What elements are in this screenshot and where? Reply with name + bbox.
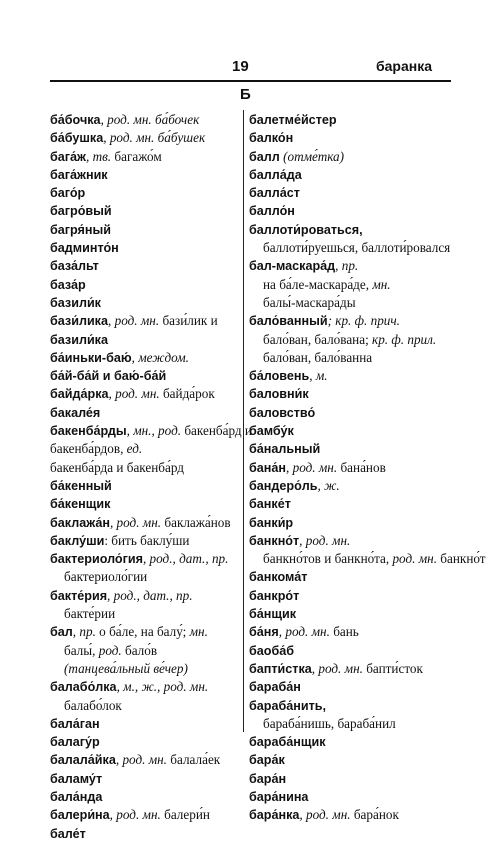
entry-line: балери́на, род. мн. балери́н [50, 807, 210, 823]
entry-line-cont: бакенба́рдов, ед. [50, 441, 143, 457]
entry-line: балетме́йстер [249, 113, 337, 127]
entry-line: банкро́т [249, 588, 300, 603]
entry-line: бала́ган [50, 716, 100, 731]
entry-line: бадминто́н [50, 241, 119, 256]
entry-line-cont: бало́ван, бало́ванна [263, 349, 373, 365]
left-column [50, 111, 252, 843]
entry-line: балабо́лка, м., ж., род. мн. [50, 679, 209, 695]
entry-line: балала́йка, род. мн. балала́ек [50, 752, 221, 768]
entry-line-cont: бараба́нишь, бараба́нил [263, 715, 396, 731]
entry-line: база́р [50, 277, 86, 292]
entry-line: балл (отме́тка) [249, 148, 345, 164]
entry-line: ба́нщик [249, 607, 297, 622]
entry-line: бал-маскара́д, пр. [249, 258, 359, 274]
entry-line: бапти́стка, род. мн. бапти́сток [249, 660, 423, 676]
entry-line: багря́ный [50, 222, 112, 237]
entry-line: баоба́б [249, 643, 295, 658]
entry-line: ба́бушка, род. мн. ба́бушек [50, 130, 206, 146]
entry-line-cont: (танцева́льный ве́чер) [64, 660, 188, 676]
entry-line-cont: бало́ван, бало́вана; кр. ф. прил. [263, 331, 437, 347]
entry-line: баловни́к [249, 387, 309, 402]
entry-line: бараба́нщик [249, 735, 326, 750]
section-letter: Б [240, 86, 251, 103]
entry-line: бале́т [50, 826, 86, 841]
entry-line: бактериоло́гия, род., дат., пр. [50, 551, 229, 567]
entry-line: бакале́я [50, 405, 101, 420]
entry-line-cont: бакенба́рда и бакенба́рд [50, 459, 184, 475]
entry-line-cont: бакте́рии [64, 606, 116, 622]
entry-line: ба́иньки-баю́, междом. [50, 349, 189, 365]
entry-line: баллоти́роваться, [249, 222, 363, 237]
entry-line: банкома́т [249, 570, 308, 585]
entry-line: баловство́ [249, 405, 316, 420]
entry-line: баламу́т [50, 771, 103, 786]
entry-line: бакенба́рды, мн., род. бакенба́рд и [50, 423, 252, 439]
entry-line: ба́ня, род. мн. бань [249, 624, 359, 640]
entry-line: бана́н, род. мн. бана́нов [249, 459, 386, 475]
entry-line: банкно́т, род. мн. [249, 532, 351, 548]
entry-line: баклажа́н, род. мн. баклажа́нов [50, 514, 231, 530]
entry-line: ба́ловень, м. [249, 368, 328, 384]
entry-line: ба́й-ба́й и баю́-ба́й [50, 369, 167, 384]
entry-line: ба́кенный [50, 478, 112, 493]
entry-line: багро́вый [50, 204, 112, 219]
entry-line: баклу́ши: бить баклу́ши [50, 532, 190, 548]
entry-line: бара́нка, род. мн. бара́нок [249, 807, 399, 823]
entry-line: бага́ж, тв. багажо́м [50, 148, 162, 164]
column-divider [243, 110, 244, 732]
entry-line: бала́нда [50, 789, 103, 804]
entry-line: балагу́р [50, 735, 100, 750]
entry-line: банке́т [249, 497, 291, 512]
entry-line: бал, пр. о ба́ле, на балу́; мн. [50, 624, 208, 640]
entry-line-cont: балы́, род. бало́в [64, 642, 158, 658]
entry-line: бара́нина [249, 789, 309, 804]
entry-line-cont: балабо́лок [64, 697, 122, 713]
entry-line: бара́к [249, 753, 285, 768]
entry-line: бараба́нить, [249, 698, 327, 713]
entry-line: базили́к [50, 295, 101, 310]
entry-line: бандеро́ль, ж. [249, 477, 340, 493]
entry-line: ба́кенщик [50, 497, 111, 512]
entry-line: ба́нальный [249, 442, 321, 457]
entry-line-cont: на ба́ле-маскара́де, мн. [263, 276, 391, 292]
entry-line-cont: банкно́тов и банкно́та, род. мн. банкно́т [263, 551, 486, 567]
entry-line: балла́да [249, 167, 302, 182]
entry-line-cont: баллоти́руешься, баллоти́ровался [263, 240, 451, 256]
header-rule [50, 80, 451, 82]
entry-line: бамбу́к [249, 424, 294, 439]
entry-line: бара́н [249, 771, 287, 786]
entry-line: банки́р [249, 515, 294, 530]
entry-line: бага́жник [50, 167, 108, 182]
entry-line: балло́н [249, 204, 295, 219]
entry-line: база́льт [50, 259, 99, 274]
entry-line: базили́ка [50, 332, 108, 347]
guide-word: баранка [376, 58, 433, 74]
entry-line-cont: бактериоло́гии [64, 569, 148, 585]
entry-line: бакте́рия, род., дат., пр. [50, 587, 193, 603]
entry-line: бараба́н [249, 680, 301, 695]
entry-line: баго́р [50, 186, 86, 201]
entry-line: ба́бочка, род. мн. ба́бочек [50, 112, 200, 127]
entry-line: байда́рка, род. мн. байда́рок [50, 386, 215, 402]
right-column [249, 111, 486, 825]
page-number: 19 [232, 58, 249, 75]
entry-line: балла́ст [249, 186, 300, 201]
entry-line-cont: балы́-маскара́ды [263, 294, 356, 310]
entry-line: бало́ванный; кр. ф. прич. [249, 313, 400, 329]
entry-line: балко́н [249, 131, 294, 146]
entry-line: бази́лика, род. мн. бази́лик и [50, 313, 218, 329]
